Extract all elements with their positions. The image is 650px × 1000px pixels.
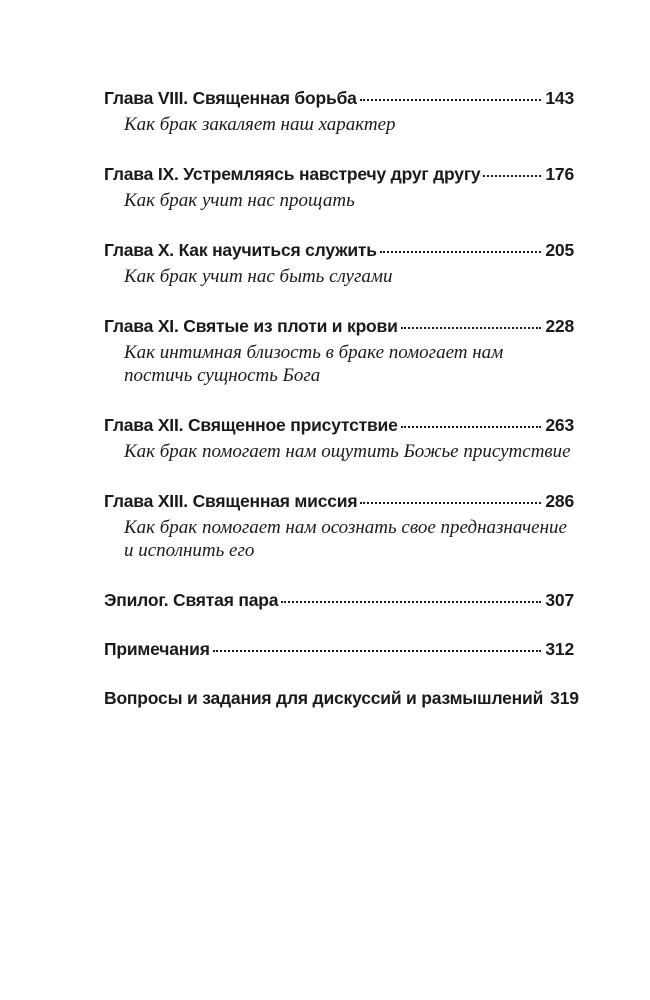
toc-entry-discussion-questions bbox=[104, 686, 579, 711]
toc-entry-chapter-11 bbox=[104, 314, 574, 387]
toc-page-number: 205 bbox=[545, 239, 574, 260]
toc-entry-chapter-10 bbox=[104, 238, 574, 288]
toc-entry-subtitle: Как брак помогает нам осознать свое предназначение и исполнить его bbox=[124, 517, 567, 561]
toc-entry-title: Глава VIII. Священная борьба bbox=[104, 87, 357, 108]
toc-entry-title: Глава XIII. Священная миссия bbox=[104, 490, 358, 511]
toc-entry-chapter-9 bbox=[104, 162, 574, 212]
toc-entry-title: Глава X. Как научиться служить bbox=[104, 239, 377, 260]
toc-page-number: 176 bbox=[545, 163, 574, 184]
dot-leader bbox=[380, 238, 542, 256]
toc-entry-chapter-12 bbox=[104, 413, 574, 463]
dot-leader bbox=[360, 489, 541, 507]
toc-entry-chapter-8 bbox=[104, 86, 574, 136]
toc-entry-title: Глава IX. Устремляясь навстречу друг другу bbox=[104, 163, 481, 184]
toc-page-number: 228 bbox=[545, 315, 574, 336]
toc-entry-epilogue bbox=[104, 588, 574, 613]
dot-leader bbox=[401, 314, 542, 332]
toc-page-number: 286 bbox=[545, 490, 574, 511]
toc-entry-subtitle: Как брак помогает нам ощутить Божье присутствие bbox=[124, 441, 571, 462]
toc-page-number: 319 bbox=[550, 687, 579, 708]
toc-entry-notes bbox=[104, 637, 574, 662]
dot-leader bbox=[401, 413, 542, 431]
dot-leader bbox=[360, 86, 542, 104]
toc-entry-title: Глава XI. Святые из плоти и крови bbox=[104, 315, 398, 336]
toc-entry-title: Вопросы и задания для дискуссий и размышлений bbox=[104, 687, 544, 708]
toc-entry-title: Глава XII. Священное присутствие bbox=[104, 414, 398, 435]
toc-entry-title: Примечания bbox=[104, 638, 210, 659]
table-of-contents bbox=[104, 86, 579, 711]
toc-entry-subtitle: Как брак учит нас прощать bbox=[124, 190, 355, 211]
dot-leader bbox=[483, 162, 541, 180]
toc-page-number: 263 bbox=[545, 414, 574, 435]
dot-leader bbox=[281, 588, 541, 606]
toc-entry-subtitle: Как брак закаляет наш характер bbox=[124, 114, 396, 135]
toc-entry-chapter-13 bbox=[104, 489, 574, 562]
toc-page-number: 312 bbox=[545, 638, 574, 659]
toc-entry-subtitle: Как брак учит нас быть слугами bbox=[124, 266, 393, 287]
toc-entry-subtitle: Как интимная близость в браке помогает нам постичь сущность Бога bbox=[124, 342, 504, 386]
toc-page-number: 307 bbox=[545, 589, 574, 610]
toc-entry-title: Эпилог. Святая пара bbox=[104, 589, 279, 610]
toc-page-number: 143 bbox=[545, 87, 574, 108]
dot-leader bbox=[213, 637, 542, 655]
